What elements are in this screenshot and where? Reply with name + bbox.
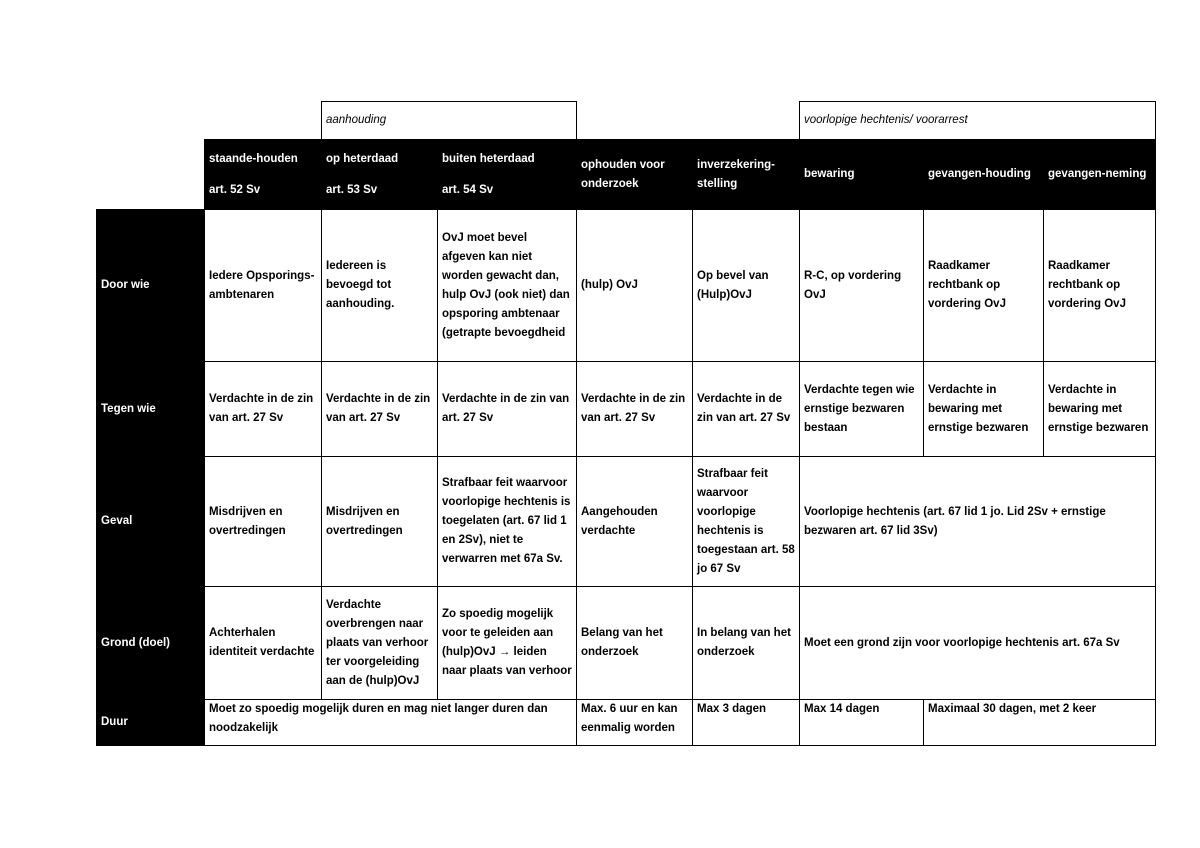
group-header-row — [97, 102, 1156, 140]
row-geval — [97, 457, 1156, 587]
cell: OvJ moet bevel afgeven kan niet worden gewacht dan, hulp OvJ (ook niet) dan opsporing ambtenaar (getrapte bevoegdheid — [438, 210, 577, 362]
row-header-door-wie: Door wie — [97, 210, 205, 362]
cell: Raadkamer rechtbank op vordering OvJ — [924, 210, 1044, 362]
row-door-wie — [97, 210, 1156, 362]
cell: Verdachte in de zin van art. 27 Sv — [322, 362, 438, 457]
row-header-duur: Duur — [97, 700, 205, 746]
col-header-bewaring: bewaring — [800, 140, 924, 210]
cell: Iedereen is bevoegd tot aanhouding. — [322, 210, 438, 362]
cell: Aangehouden verdachte — [577, 457, 693, 587]
row-duur — [97, 700, 1156, 746]
col-header-gevangenhouding: gevangen-houding — [924, 140, 1044, 210]
cell: Verdachte in de zin van art. 27 Sv — [577, 362, 693, 457]
cell: (hulp) OvJ — [577, 210, 693, 362]
group-aanhouding: aanhouding — [322, 102, 577, 140]
cell: Op bevel van (Hulp)OvJ — [693, 210, 800, 362]
cell: Verdachte tegen wie ernstige bezwaren bestaan — [800, 362, 924, 457]
row-grond — [97, 587, 1156, 700]
cell: Max. 6 uur en kan eenmalig worden — [577, 700, 693, 746]
group-voorlopige-hechtenis: voorlopige hechtenis/ voorarrest — [800, 102, 1156, 140]
col-header-staande-houden: staande-houden art. 52 Sv — [205, 140, 322, 210]
col-header-op-heterdaad: op heterdaad art. 53 Sv — [322, 140, 438, 210]
cell: Iedere Opsporings-ambtenaren — [205, 210, 322, 362]
cell: Strafbaar feit waarvoor voorlopige hechtenis is toegelaten (art. 67 lid 1 en 2Sv), niet te verwarren met 67a Sv. — [438, 457, 577, 587]
cell: Misdrijven en overtredingen — [205, 457, 322, 587]
cell: Verdachte in bewaring met ernstige bezwaren — [1044, 362, 1156, 457]
cell: Verdachte in de zin van art. 27 Sv — [693, 362, 800, 457]
cell: Max 14 dagen — [800, 700, 924, 746]
cell: Belang van het onderzoek — [577, 587, 693, 700]
cell: Verdachte in de zin van art. 27 Sv — [205, 362, 322, 457]
cell-merged: Voorlopige hechtenis (art. 67 lid 1 jo. Lid 2Sv + ernstige bezwaren art. 67 lid 3Sv) — [800, 457, 1156, 587]
cell: Strafbaar feit waarvoor voorlopige hechtenis is toegestaan art. 58 jo 67 Sv — [693, 457, 800, 587]
cell-merged: Moet zo spoedig mogelijk duren en mag niet langer duren dan noodzakelijk — [205, 700, 577, 746]
cell: In belang van het onderzoek — [693, 587, 800, 700]
cell-merged: Moet een grond zijn voor voorlopige hechtenis art. 67a Sv — [800, 587, 1156, 700]
comparison-table — [96, 101, 1156, 746]
cell: Verdachte overbrengen naar plaats van verhoor ter voorgeleiding aan de (hulp)OvJ — [322, 587, 438, 700]
cell: Verdachte in de zin van art. 27 Sv — [438, 362, 577, 457]
column-header-row — [97, 140, 1156, 210]
col-header-buiten-heterdaad: buiten heterdaad art. 54 Sv — [438, 140, 577, 210]
cell-merged: Maximaal 30 dagen, met 2 keer — [924, 700, 1156, 746]
row-header-geval: Geval — [97, 457, 205, 587]
cell: Misdrijven en overtredingen — [322, 457, 438, 587]
cell: Verdachte in bewaring met ernstige bezwaren — [924, 362, 1044, 457]
row-tegen-wie — [97, 362, 1156, 457]
cell: Max 3 dagen — [693, 700, 800, 746]
cell: Raadkamer rechtbank op vordering OvJ — [1044, 210, 1156, 362]
col-header-ophouden-voor-onderzoek: ophouden voor onderzoek — [577, 140, 693, 210]
row-header-grond: Grond (doel) — [97, 587, 205, 700]
cell: R-C, op vordering OvJ — [800, 210, 924, 362]
col-header-gevangenneming: gevangen-neming — [1044, 140, 1156, 210]
cell: Zo spoedig mogelijk voor te geleiden aan (hulp)OvJ → leiden naar plaats van verhoor — [438, 587, 577, 700]
cell: Achterhalen identiteit verdachte — [205, 587, 322, 700]
row-header-tegen-wie: Tegen wie — [97, 362, 205, 457]
col-header-inverzekeringstelling: inverzekering-stelling — [693, 140, 800, 210]
